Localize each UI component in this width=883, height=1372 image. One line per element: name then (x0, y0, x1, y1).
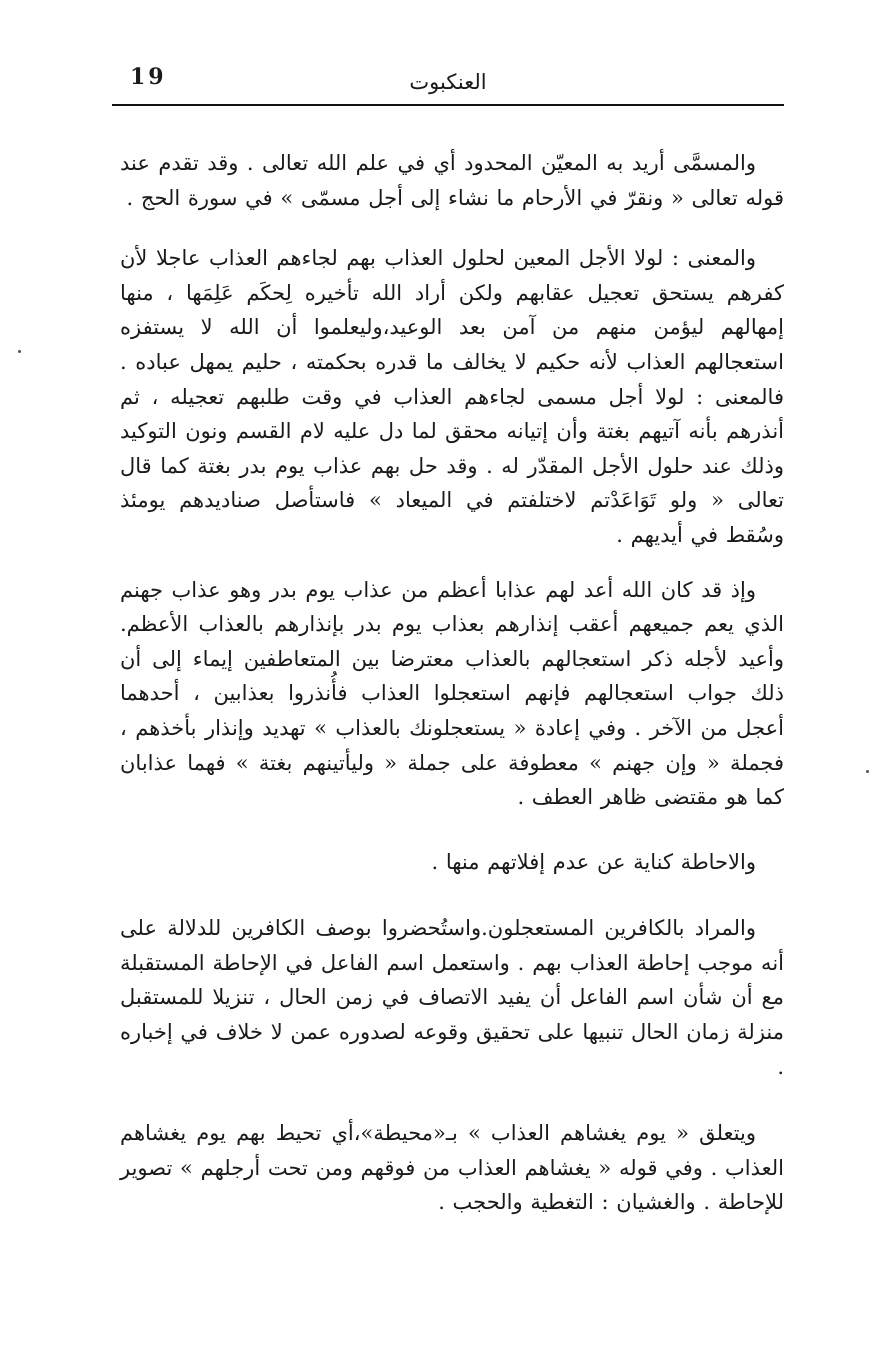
page-header (112, 58, 784, 106)
paragraph: والمعنى : لولا الأجل المعين لحلول العذاب بهم لجاءهم العذاب عاجلا لأن كفرهم يستحق تعجيل عقابهم ولكن أراد الله تأخيره لِحكَم عَلِمَها ، منها إمهالهم ليؤمن منهم من آمن بعد الوعيد،وليعلموا أن الله لا يستفزه استعجالهم العذاب لأنه حكيم لا يخالف ما قدره بحكمته ، حليم يمهل عباده . فالمعنى : لولا أجل مسمى لجاءهم العذاب في وقت طلبهم تعجيله ، ثم أنذرهم بأنه آتيهم بغتة وأن إتيانه محقق لما دل عليه لام القسم ونون التوكيد وذلك عند حلول الأجل المقدّر له . وقد حل بهم عذاب يوم بدر بغتة كما قال تعالى « ولو تَوَاعَدْتم لاختلفتم في الميعاد » فاستأصل صناديدهم يومئذ وسُقط في أيديهم . (120, 246, 784, 547)
body-text (120, 146, 784, 1220)
paragraph: وإذ قد كان الله أعد لهم عذابا أعظم من عذاب يوم بدر وهو عذاب جهنم الذي يعم جميعهم أعقب إنذارهم بعذاب يوم بدر بإنذارهم بالعذاب الأعظم. وأعيد لأجله ذكر استعجالهم بالعذاب معترضا بين المتعاطفين إيماء إلى أن ذلك جواب استعجالهم فإنهم استعجلوا العذاب فأُنذروا بعذابين ، أحدهما أعجل من الآخر . وفي إعادة « يستعجلونك بالعذاب » تهديد وإنذار بأخذهم ، فجملة « وإن جهنم » معطوفة على جملة « وليأتينهم بغتة » فهما عذابان كما هو مقتضى ظاهر العطف . (120, 577, 784, 810)
paragraph: والمراد بالكافرين المستعجلون.واستُحضروا بوصف الكافرين للدلالة على أنه موجب إحاطة العذاب بهم . واستعمل اسم الفاعل في الإحاطة المستقبلة مع أن شأن اسم الفاعل أن يفيد الاتصاف في زمن الحال ، تنزيلا للمستقبل منزلة زمان الحال تنبيها على تحقيق وقوعه لصدوره عمن لا خلاف في إخباره . (120, 916, 784, 1079)
header-divider (112, 104, 784, 106)
scan-speck (866, 770, 869, 773)
paragraph: والمسمَّى أريد به المعيّن المحدود أي في علم الله تعالى . وقد تقدم عند قوله تعالى « ونقرّ في الأرحام ما نشاء إلى أجل مسمّى » في سورة الحج . (120, 151, 784, 210)
paragraph: ويتعلق « يوم يغشاهم العذاب » بـ«محيطة»،أي تحيط بهم يوم يغشاهم العذاب . وفي قوله « يغشاهم العذاب من فوقهم ومن تحت أرجلهم » تصوير للإحاطة . والغشيان : التغطية والحجب . (120, 1121, 784, 1215)
scan-speck (18, 350, 21, 353)
running-title: العنكبوت (409, 70, 487, 94)
paragraph: والاحاطة كناية عن عدم إفلاتهم منها . (431, 849, 756, 874)
page-number: 19 (130, 64, 167, 90)
